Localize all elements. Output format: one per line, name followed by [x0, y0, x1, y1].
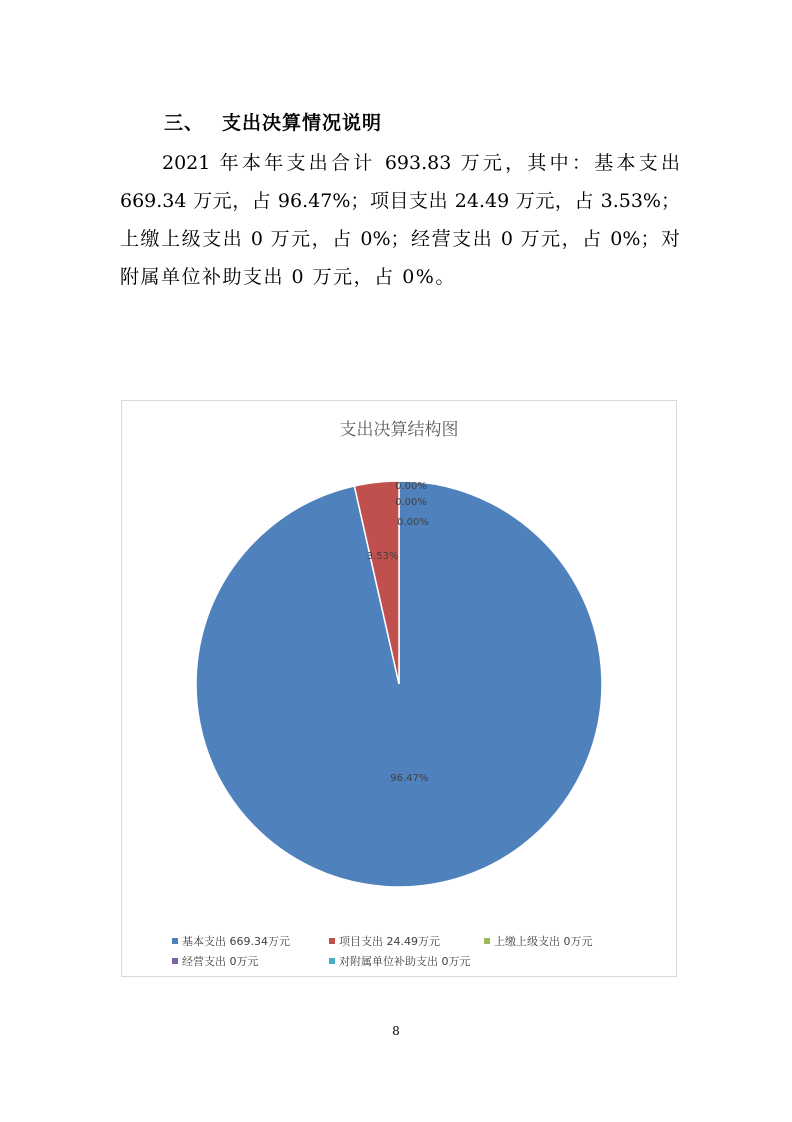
expenditure-paragraph: [120, 144, 680, 296]
legend-label: 对附属单位补助支出 0万元: [339, 955, 471, 968]
paragraph-line: 669.34 万元，占 96.47%；项目支出 24.49 万元，占 3.53%；: [120, 190, 680, 212]
legend-item: [172, 953, 259, 969]
pie-chart: [122, 401, 678, 921]
data-label: 96.47%: [390, 772, 429, 784]
legend-label: 项目支出 24.49万元: [339, 935, 440, 948]
legend-marker: [172, 938, 178, 944]
paragraph-line: 附属单位补助支出 0 万元，占 0%。: [120, 266, 456, 288]
legend-item: [329, 933, 440, 949]
paragraph-line: 2021 年本年支出合计 693.83 万元，其中：基本支出: [162, 152, 680, 174]
legend-item: [484, 933, 593, 949]
page-number: 8: [392, 1024, 400, 1038]
legend-marker: [484, 938, 490, 944]
legend-label: 上缴上级支出 0万元: [494, 935, 593, 948]
data-label: 0.00%: [397, 517, 429, 528]
legend-item: [329, 953, 471, 969]
paragraph-line: 上缴上级支出 0 万元，占 0%；经营支出 0 万元，占 0%；对: [120, 228, 680, 250]
section-heading: [164, 108, 382, 135]
legend-marker: [329, 938, 335, 944]
legend-marker: [329, 958, 335, 964]
pie-chart-container: [121, 400, 677, 977]
data-label: 3.53%: [366, 550, 399, 562]
chart-title: 支出决算结构图: [339, 420, 459, 440]
legend-marker: [172, 958, 178, 964]
legend-label: 基本支出 669.34万元: [182, 935, 290, 948]
section-number: 三、: [164, 112, 205, 134]
data-label: 0.00%: [395, 481, 427, 492]
data-label: 0.00%: [395, 497, 427, 508]
section-title: 支出决算情况说明: [222, 112, 383, 134]
legend-label: 经营支出 0万元: [182, 955, 259, 968]
legend-item: [172, 933, 290, 949]
